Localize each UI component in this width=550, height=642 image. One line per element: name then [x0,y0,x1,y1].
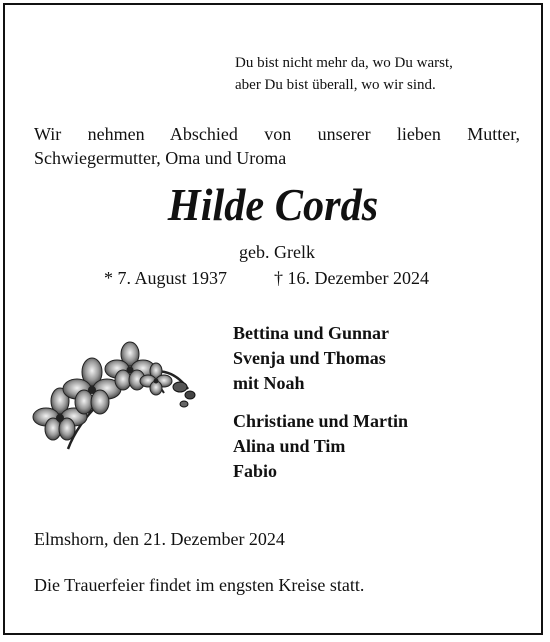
family-member: Svenja und Thomas [233,348,386,368]
family-member: Christiane und Martin [233,411,409,431]
intro-text [34,122,520,170]
family-member: Alina und Tim [233,436,346,456]
family-member: Bettina und Gunnar [233,323,390,343]
birth-name: geb. Grelk [239,242,315,262]
family-member: Fabio [233,461,278,481]
funeral-note: Die Trauerfeier findet im engsten Kreise statt. [34,575,365,595]
quote-line-1: Du bist nicht mehr da, wo Du warst, [235,55,453,71]
family-group-1 [233,321,389,396]
quote [235,52,453,96]
orchid-icon [30,337,200,452]
quote-line-2: aber Du bist überall, wo wir sind. [235,77,436,93]
deceased-name: Hilde Cords [167,179,379,230]
birth-date: * 7. August 1937 [104,268,228,288]
obituary-notice [3,3,543,635]
intro-line-1: Wir nehmen Abschied von unserer lieben Mutter, [34,124,520,144]
intro-line-2: Schwiegermutter, Oma und Uroma [34,148,287,168]
family-group-2 [233,409,408,484]
place-and-date: Elmshorn, den 21. Dezember 2024 [34,529,285,549]
family-member: mit Noah [233,373,305,393]
death-date: † 16. Dezember 2024 [274,268,429,288]
